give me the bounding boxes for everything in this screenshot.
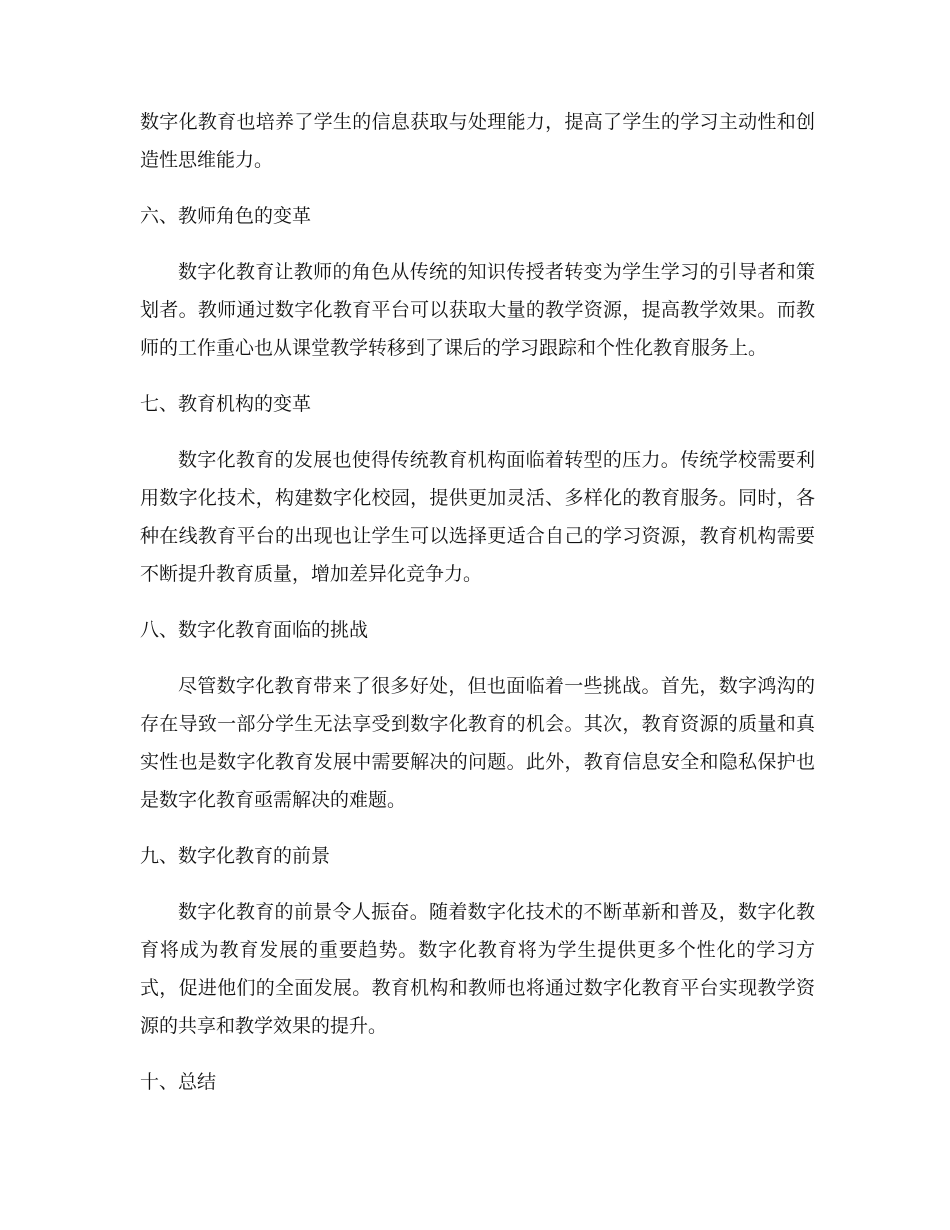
paragraph-section-9: 数字化教育的前景令人振奋。随着数字化技术的不断革新和普及，数字化教育将成为教育发展的重要趋势。数字化教育将为学生提供更多个性化的学习方式，促进他们的全面发展。教育机构和教师也将通过数字化教育平台实现教学资源的共享和教学效果的提升。: [140, 901, 815, 1037]
paragraph-intro: 数字化教育也培养了学生的信息获取与处理能力，提高了学生的学习主动性和创造性思维能力。: [140, 111, 815, 171]
document-body: [140, 103, 815, 1101]
paragraph-section-8: 尽管数字化教育带来了很多好处，但也面临着一些挑战。首先，数字鸿沟的存在导致一部分学生无法享受到数字化教育的机会。其次，教育资源的质量和真实性也是数字化教育发展中需要解决的问题。此外，教育信息安全和隐私保护也是数字化教育亟需解决的难题。: [140, 675, 815, 811]
paragraph-section-7: 数字化教育的发展也使得传统教育机构面临着转型的压力。传统学校需要利用数字化技术，构建数字化校园，提供更加灵活、多样化的教育服务。同时，各种在线教育平台的出现也让学生可以选择更适合自己的学习资源，教育机构需要不断提升教育质量，增加差异化竞争力。: [140, 449, 815, 585]
heading-section-7: 七、教育机构的变革: [140, 393, 312, 415]
heading-section-8: 八、数字化教育面临的挑战: [140, 619, 369, 641]
heading-section-10: 十、总结: [140, 1071, 217, 1093]
heading-section-9: 九、数字化教育的前景: [140, 845, 331, 867]
heading-section-6: 六、教师角色的变革: [140, 205, 312, 227]
paragraph-section-6: 数字化教育让教师的角色从传统的知识传授者转变为学生学习的引导者和策划者。教师通过数字化教育平台可以获取大量的教学资源，提高教学效果。而教师的工作重心也从课堂教学转移到了课后的学习跟踪和个性化教育服务上。: [140, 261, 815, 359]
